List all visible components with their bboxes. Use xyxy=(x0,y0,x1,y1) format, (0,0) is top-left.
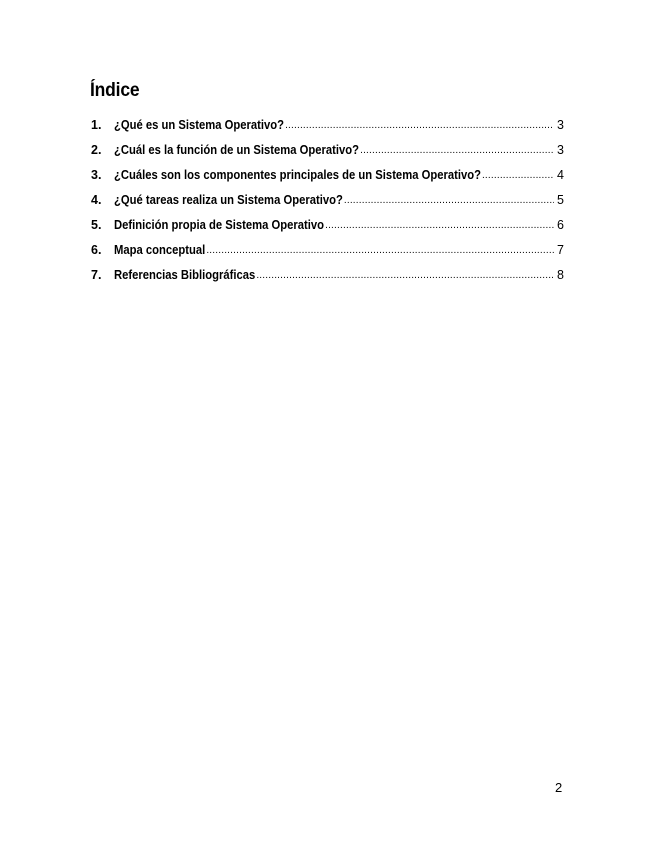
toc-entry[interactable] xyxy=(91,243,564,268)
toc-entry[interactable] xyxy=(91,268,564,293)
toc-entry-number: 2. xyxy=(91,143,102,157)
toc-entry-title[interactable]: ¿Qué es un Sistema Operativo? xyxy=(114,118,285,132)
toc-entry[interactable] xyxy=(91,143,564,168)
toc-entry[interactable] xyxy=(91,168,564,193)
toc-dot-leader xyxy=(325,217,554,231)
toc-entry-number: 7. xyxy=(91,268,102,282)
page-title: Índice xyxy=(90,80,140,101)
toc-entry-title[interactable]: Mapa conceptual xyxy=(114,243,206,257)
toc-entry-page: 3 xyxy=(557,118,564,132)
toc-entry-number: 5. xyxy=(91,218,102,232)
toc-dot-leader xyxy=(285,117,554,131)
toc-entry-page: 6 xyxy=(557,218,564,232)
toc-entry-page: 4 xyxy=(557,168,564,182)
toc-entry-number: 1. xyxy=(91,118,102,132)
toc-dot-leader xyxy=(256,267,554,281)
toc-entry[interactable] xyxy=(91,118,564,143)
toc-entry[interactable] xyxy=(91,193,564,218)
toc-entry-page: 5 xyxy=(557,193,564,207)
table-of-contents xyxy=(91,118,564,293)
toc-entry-title[interactable]: Definición propia de Sistema Operativo xyxy=(114,218,325,232)
toc-entry-page: 8 xyxy=(557,268,564,282)
toc-entry-number: 6. xyxy=(91,243,102,257)
toc-dot-leader xyxy=(482,167,554,181)
toc-dot-leader xyxy=(344,192,554,206)
toc-entry-title[interactable]: ¿Qué tareas realiza un Sistema Operativo? xyxy=(114,193,343,207)
toc-entry-title[interactable]: ¿Cuáles son los componentes principales de un Sistema Operativo? xyxy=(114,168,481,182)
toc-dot-leader xyxy=(206,242,554,256)
page-number: 2 xyxy=(555,780,563,795)
toc-entry-title[interactable]: ¿Cuál es la función de un Sistema Operativo? xyxy=(114,143,360,157)
toc-entry[interactable] xyxy=(91,218,564,243)
toc-entry-page: 3 xyxy=(557,143,564,157)
toc-entry-number: 3. xyxy=(91,168,102,182)
toc-dot-leader xyxy=(360,142,554,156)
toc-entry-page: 7 xyxy=(557,243,564,257)
toc-entry-number: 4. xyxy=(91,193,102,207)
toc-entry-title[interactable]: Referencias Bibliográficas xyxy=(114,268,256,282)
